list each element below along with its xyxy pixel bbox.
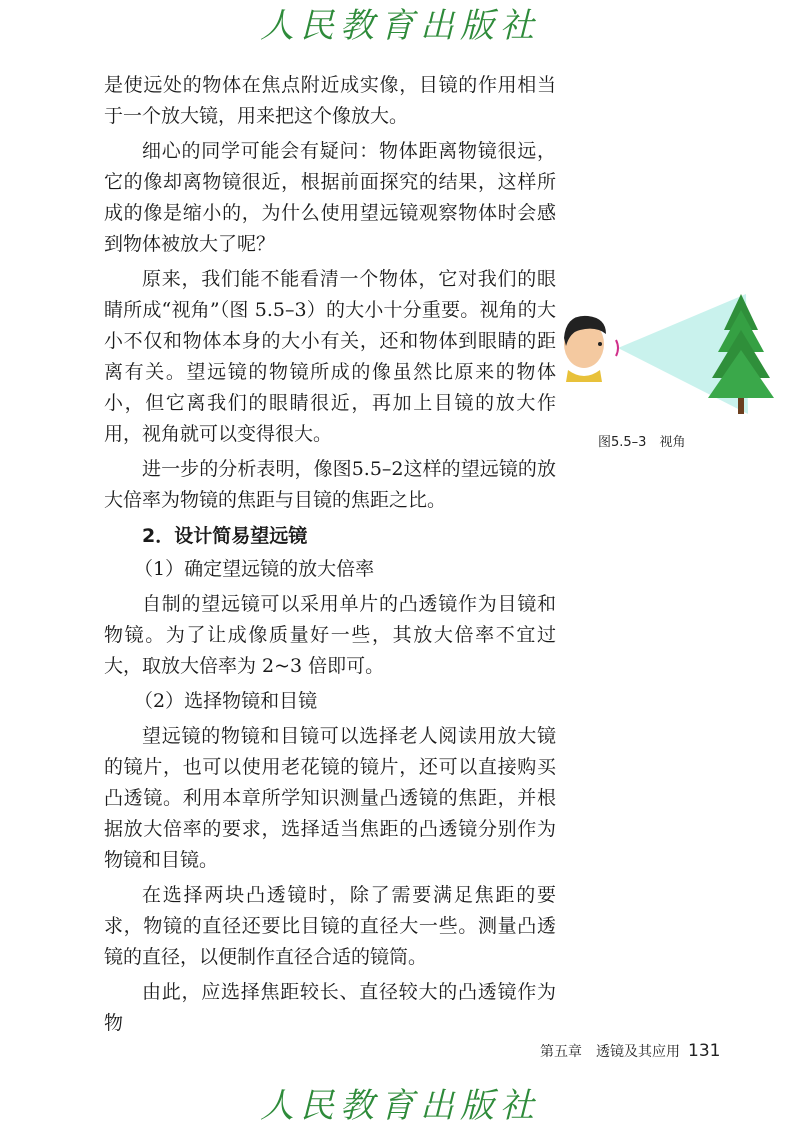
subsection-heading: （1）确定望远镜的放大倍率 (134, 558, 375, 580)
paragraph: 由此，应选择焦距较长、直径较大的凸透镜作为物 (104, 981, 556, 1034)
paragraph: 是使远处的物体在焦点附近成实像，目镜的作用相当于一个放大镜，用来把这个像放大。 (104, 74, 556, 127)
publisher-logo-bottom: 人民教育出版社 (260, 1086, 540, 1126)
paragraph: 细心的同学可能会有疑问：物体距离物镜很远，它的像却离物镜很近，根据前面探究的结果，这样所成的像是缩小的，为什么使用望远镜观察物体时会感到物体被放大了呢？ (104, 140, 556, 255)
paragraph: 在选择两块凸透镜时，除了需要满足焦距的要求，物镜的直径还要比目镜的直径大一些。测量凸透镜的直径，以便制作直径合适的镜筒。 (104, 884, 556, 968)
paragraph: 进一步的分析表明，像图5.5–2这样的望远镜的放大倍率为物镜的焦距与目镜的焦距之比。 (104, 458, 556, 511)
section-heading: 2．设计简易望远镜 (142, 525, 308, 547)
visual-angle-figure (556, 290, 786, 430)
page-number: 131 (688, 1041, 721, 1061)
chapter-title: 第五章 透镜及其应用 (540, 1044, 680, 1060)
boy-icon (564, 316, 606, 382)
paragraph: 原来，我们能不能看清一个物体，它对我们的眼睛所成“视角”（图 5.5–3）的大小十分重要。视角的大小不仅和物体本身的大小有关，还和物体到眼睛的距离有关。望远镜的物镜所成的像虽然比原来的物体小，但它离我们的眼睛很近，再加上目镜的放大作用，视角就可以变得很大。 (104, 268, 556, 445)
paragraph: 望远镜的物镜和目镜可以选择老人阅读用放大镜的镜片，也可以使用老花镜的镜片，还可以直接购买凸透镜。利用本章所学知识测量凸透镜的焦距，并根据放大倍率的要求，选择适当焦距的凸透镜分别作为物镜和目镜。 (104, 725, 556, 871)
paragraph: 自制的望远镜可以采用单片的凸透镜作为目镜和物镜。为了让成像质量好一些，其放大倍率不宜过大，取放大倍率为 2~3 倍即可。 (104, 593, 556, 677)
angle-mark (616, 340, 618, 356)
visual-angle-illustration (556, 290, 786, 430)
subsection-heading: （2）选择物镜和目镜 (134, 690, 318, 712)
figure-caption: 图5.5–3 视角 (598, 435, 686, 450)
main-text-column (104, 70, 556, 1043)
page-footer (540, 1040, 720, 1063)
publisher-logo-top: 人民教育出版社 (260, 6, 540, 46)
